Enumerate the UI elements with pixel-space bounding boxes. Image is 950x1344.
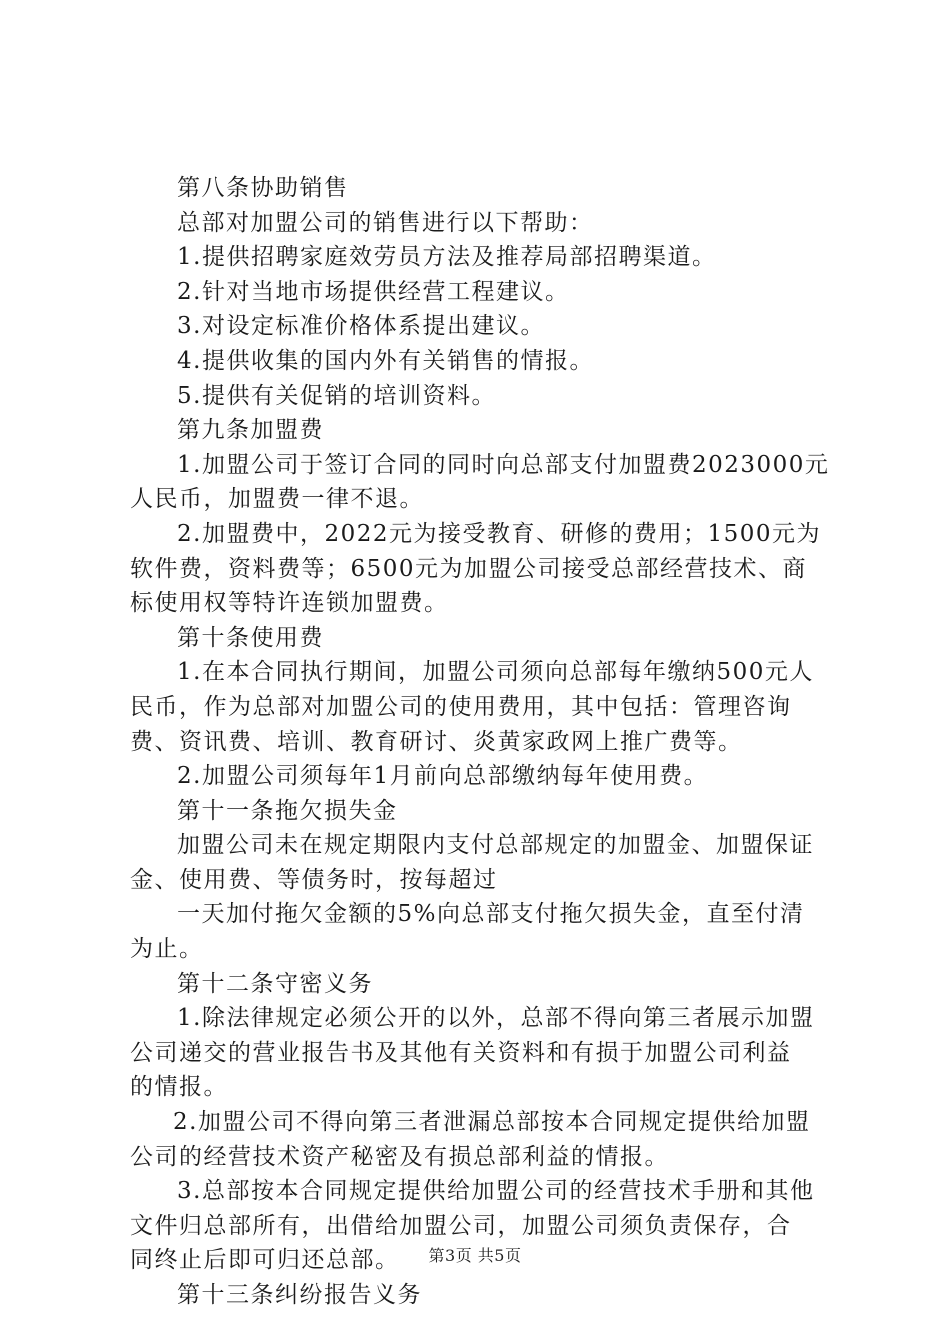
list-item: 1.提供招聘家庭效劳员方法及推荐局部招聘渠道。: [177, 244, 717, 271]
paragraph-line: 文件归总部所有，出借给加盟公司，加盟公司须负责保存，合: [130, 1212, 792, 1239]
paragraph-line: 1.除法律规定必须公开的以外，总部不得向第三者展示加盟: [177, 1005, 815, 1032]
paragraph-line: 标使用权等特许连锁加盟费。: [130, 590, 449, 617]
list-item: 4.提供收集的国内外有关销售的情报。: [177, 347, 594, 374]
paragraph-line: 2.加盟费中，2022元为接受教育、研修的费用；1500元为: [177, 520, 822, 547]
list-item: 3.对设定标准价格体系提出建议。: [177, 313, 545, 340]
paragraph-line: 同终止后即可归还总部。: [130, 1247, 400, 1274]
list-item: 5.提供有关促销的培训资料。: [177, 382, 496, 409]
paragraph-line: 2.加盟公司不得向第三者泄漏总部按本合同规定提供给加盟: [173, 1109, 811, 1136]
section-heading: 第九条加盟费: [177, 417, 324, 444]
paragraph-line: 总部对加盟公司的销售进行以下帮助：: [177, 209, 594, 236]
paragraph-line: 2.加盟公司须每年1月前向总部缴纳每年使用费。: [177, 763, 709, 790]
list-item: 2.针对当地市场提供经营工程建议。: [177, 278, 570, 305]
paragraph-line: 为止。: [130, 936, 204, 963]
document-body: [130, 171, 832, 1313]
paragraph-line: 3.总部按本合同规定提供给加盟公司的经营技术手册和其他: [177, 1178, 815, 1205]
paragraph-line: 一天加付拖欠金额的5%向总部支付拖欠损失金，直至付清: [177, 901, 805, 928]
section-heading: 第十一条拖欠损失金: [177, 797, 398, 824]
section-heading: 第十二条守密义务: [177, 970, 373, 997]
section-heading: 第八条协助销售: [177, 175, 349, 201]
paragraph-line: 金、使用费、等债务时，按每超过: [130, 866, 498, 893]
paragraph-line: 1.加盟公司于签订合同的同时向总部支付加盟费2023000元: [177, 451, 830, 478]
section-heading: 第十条使用费: [177, 624, 324, 651]
paragraph-line: 加盟公司未在规定期限内支付总部规定的加盟金、加盟保证: [177, 832, 814, 859]
paragraph-line: 软件费，资料费等；6500元为加盟公司接受总部经营技术、商: [130, 555, 808, 582]
paragraph-line: 公司的经营技术资产秘密及有损总部利益的情报。: [130, 1143, 669, 1170]
paragraph-line: 公司递交的营业报告书及其他有关资料和有损于加盟公司利益: [130, 1039, 792, 1066]
paragraph-line: 1.在本合同执行期间，加盟公司须向总部每年缴纳500元人: [177, 659, 814, 686]
paragraph-line: 费、资讯费、培训、教育研讨、炎黄家政网上推广费等。: [130, 728, 743, 755]
paragraph-line: 民币，作为总部对加盟公司的使用费用，其中包括：管理咨询: [130, 693, 792, 720]
page-number-footer: 第3页 共5页: [428, 1246, 522, 1265]
section-heading: 第十三条纠纷报告义务: [177, 1282, 422, 1308]
paragraph-line: 的情报。: [130, 1074, 228, 1101]
paragraph-line: 人民币，加盟费一律不退。: [130, 486, 424, 513]
